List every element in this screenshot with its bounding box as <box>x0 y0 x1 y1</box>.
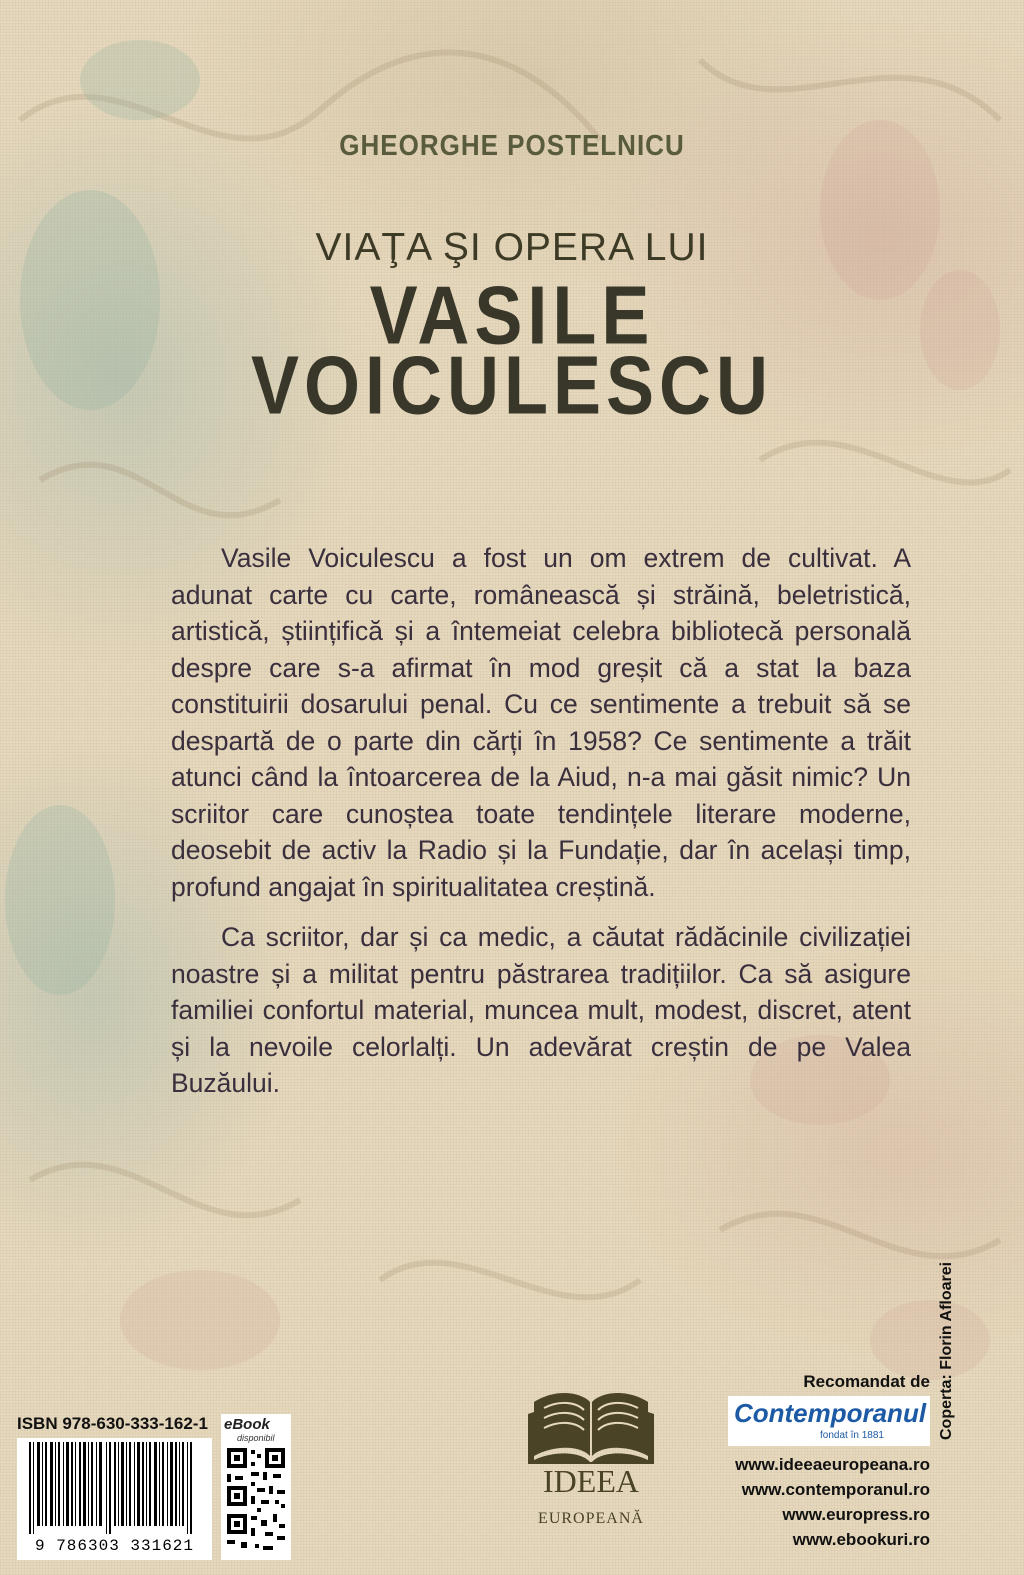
ebook-available-label: disponibil <box>237 1433 275 1443</box>
website-link[interactable]: www.ebookuri.ro <box>792 1530 930 1549</box>
website-link[interactable]: www.ideeaeuropeana.ro <box>735 1455 930 1474</box>
open-book-logo-icon <box>526 1384 656 1464</box>
author-name: GHEORGHE POSTELNICU <box>339 128 685 162</box>
website-link[interactable]: www.contemporanul.ro <box>741 1480 930 1499</box>
book-subtitle: VIAŢA ŞI OPERA LUI <box>315 226 709 269</box>
isbn-label: ISBN 978-630-333-162-1 <box>17 1414 208 1433</box>
barcode-icon <box>17 1438 212 1538</box>
blurb-text <box>171 540 911 1116</box>
publisher-name: IDEEA <box>543 1463 639 1499</box>
cover-credit: Coperta: Florin Afloarei <box>938 1261 955 1440</box>
blurb-paragraph-2: Ca scriitor, dar și ca medic, a căutat rădăcinile civilizației noastre și a militat pentru păstrarea tradițiilor. Ca să asigure familiei confortul material, muncea mult, modest, discret, atent și la nevoile celorlalți. Un adevărat creștin de pe Valea Buzăului. <box>171 922 911 1098</box>
publisher-subtitle: EUROPEANĂ <box>538 1510 644 1527</box>
book-title-line-2: VOICULESCU <box>250 340 774 432</box>
blurb-paragraph-1: Vasile Voiculescu a fost un om extrem de cultivat. A adunat carte cu carte, românească și străină, beletristică, artistică, științifică și a întemeiat celebra bibliotecă personală despre care s-a afirmat în mod greșit că a stat la baza constituirii dosarului penal. Cu ce sentimente a trebuit să se despartă de o parte din cărți în 1958? Ce sentimente a trăit atunci când la întoarcerea de la Aiud, n-a mai găsit nimic? Un scriitor care cunoștea toate tendințele literare moderne, deosebit de activ la Radio și la Fundație, dar în același timp, profund angajat în spiritualitatea creștină. <box>171 543 911 902</box>
partner-logo-subtitle: fondat în 1881 <box>820 1430 884 1441</box>
website-link[interactable]: www.europress.ro <box>782 1505 930 1524</box>
barcode-number: 9 786303 331621 <box>34 1537 195 1555</box>
ebook-label: eBook <box>224 1416 270 1433</box>
partner-logo-name: Contemporanul <box>733 1398 927 1428</box>
recommended-by-label: Recomandat de <box>803 1372 930 1391</box>
book-title-line-1: VASILE <box>369 270 655 362</box>
